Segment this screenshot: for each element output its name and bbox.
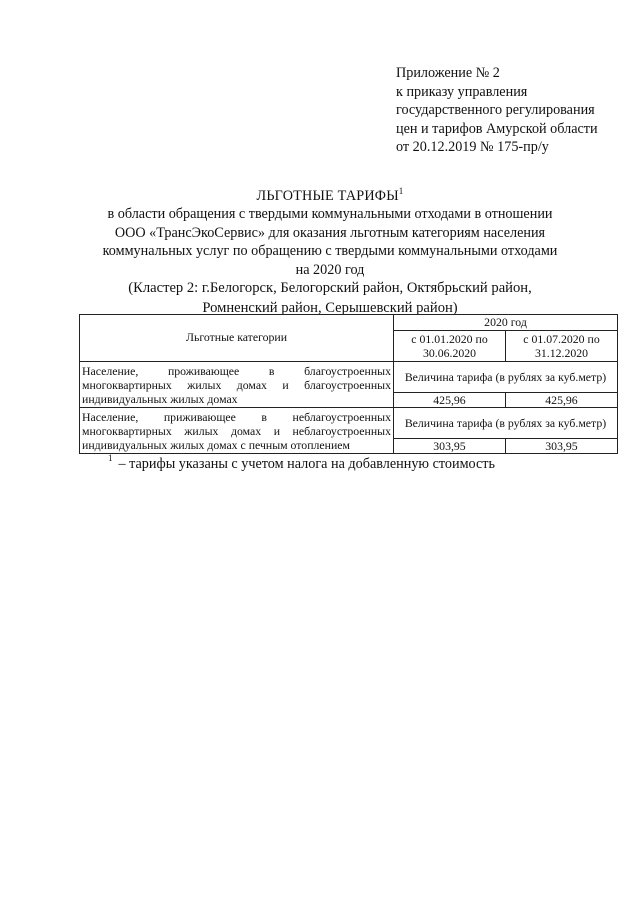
tariff-value: 303,95	[506, 439, 618, 454]
appendix-line: Приложение № 2	[396, 65, 500, 81]
tariff-value: 303,95	[394, 439, 506, 454]
tariff-value: 425,96	[394, 393, 506, 408]
heading-text: ЛЬГОТНЫЕ ТАРИФЫ	[256, 188, 399, 204]
appendix-line: цен и тарифов Амурской области	[396, 120, 598, 137]
footnote-mark: 1	[108, 453, 113, 463]
title-line: на 2020 год	[295, 261, 365, 278]
category-cell: Население, проживающее в благоустроенных многоквартирных жилых домах и благоустроенных индивидуальных жилых домах	[80, 362, 394, 408]
period-header: с 01.07.2020 по 31.12.2020	[506, 331, 618, 362]
table-row	[80, 408, 618, 439]
cluster-line: (Кластер 2: г.Белогорск, Белогорский район, Октябрьский район,	[128, 280, 532, 297]
document-title	[60, 187, 600, 318]
appendix-line: государственного регулирования	[396, 102, 595, 119]
appendix-line: от 20.12.2019 № 175-пр/у	[396, 139, 549, 156]
year-header: 2020 год	[394, 315, 618, 331]
category-header: Льготные категории	[80, 315, 394, 362]
title-line: в области обращения с твердыми коммунальными отходами в отношении	[107, 206, 553, 223]
heading-footnote-mark: 1	[398, 186, 404, 196]
tariff-table	[79, 314, 618, 454]
title-line: коммунальных услуг по обращению с твердыми коммунальными отходами	[102, 243, 558, 260]
tariff-value: 425,96	[506, 393, 618, 408]
footnote	[108, 455, 495, 473]
title-line: ООО «ТрансЭкоСервис» для оказания льготным категориям населения	[114, 224, 546, 241]
table-header-row	[80, 315, 618, 331]
table-row	[80, 362, 618, 393]
footnote-text: – тарифы указаны с учетом налога на добавленную стоимость	[118, 456, 495, 472]
category-cell: Население, приживающее в неблагоустроенных многоквартирных жилых домах и неблагоустроенных индивидуальных жилых домах с печным отоплением	[80, 408, 394, 454]
tariff-label: Величина тарифа (в рублях за куб.метр)	[394, 408, 618, 439]
title-heading	[60, 187, 600, 205]
tariff-label: Величина тарифа (в рублях за куб.метр)	[394, 362, 618, 393]
appendix-line: к приказу управления	[396, 83, 528, 100]
cluster-line: Ромненский район, Серышевский район)	[202, 299, 458, 316]
appendix-header	[396, 64, 636, 157]
period-header: с 01.01.2020 по 30.06.2020	[394, 331, 506, 362]
